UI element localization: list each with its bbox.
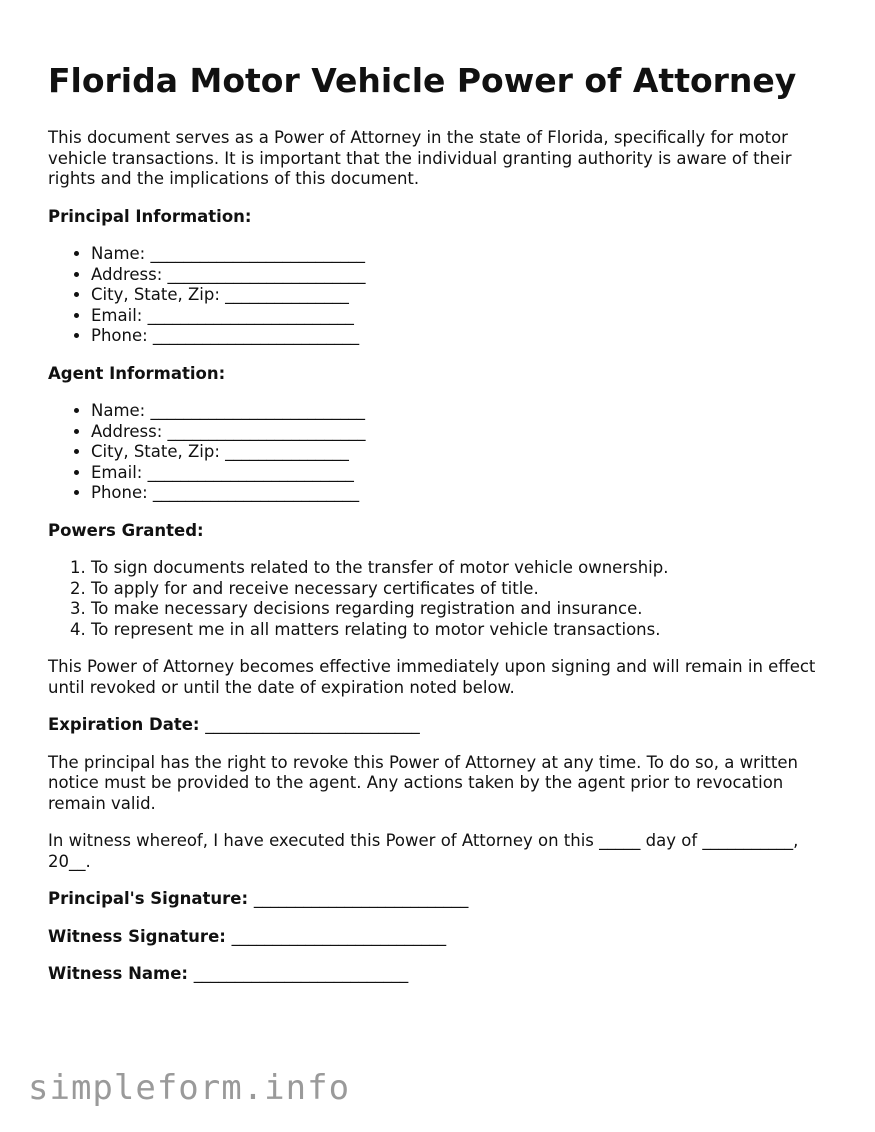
agent-phone-field: • Phone: _________________________ (91, 483, 838, 504)
principal-name-field: • Name: __________________________ (91, 244, 838, 265)
principal-fields-list (48, 244, 838, 347)
principal-signature-blank: __________________________ (253, 889, 469, 908)
witness-name-blank: __________________________ (193, 964, 409, 983)
document-title: Florida Motor Vehicle Power of Attorney (48, 61, 797, 100)
witness-paragraph: In witness whereof, I have executed this Power of Attorney on this _____ day of ___________, 20__. (48, 831, 799, 871)
principal-city-state-zip-field: • City, State, Zip: _______________ (91, 285, 838, 306)
principal-signature-label: Principal's Signature: (48, 889, 249, 908)
powers-heading: Powers Granted: (48, 520, 204, 540)
principal-phone-field: • Phone: _________________________ (91, 326, 838, 347)
witness-name-line (48, 964, 838, 985)
principal-email-field: • Email: _________________________ (91, 306, 838, 327)
witness-signature-blank: __________________________ (231, 926, 447, 946)
witness-name-label: Witness Name: (48, 964, 188, 983)
document-page (48, 60, 838, 1002)
power-item: 2. To apply for and receive necessary certificates of title. (91, 579, 838, 600)
principal-address-field: • Address: ________________________ (91, 265, 838, 286)
agent-fields-list (48, 401, 838, 504)
agent-heading: Agent Information: (48, 363, 226, 383)
agent-city-state-zip-field: • City, State, Zip: _______________ (91, 442, 838, 463)
effective-paragraph: This Power of Attorney becomes effective immediately upon signing and will remain in effect until revoked or until the date of expiration noted below. (48, 657, 816, 697)
revoke-paragraph: The principal has the right to revoke this Power of Attorney at any time. To do so, a written notice must be provided to the agent. Any actions taken by the agent prior to revocation remain valid. (48, 752, 798, 813)
principal-signature-line (48, 889, 838, 910)
witness-signature-line (48, 927, 838, 948)
powers-list (48, 558, 838, 640)
principal-heading: Principal Information: (48, 206, 252, 226)
agent-email-field: • Email: _________________________ (91, 463, 838, 484)
expiration-date-label: Expiration Date: (48, 715, 200, 734)
watermark-text: simpleform.info (28, 1068, 351, 1108)
power-item: 4. To represent me in all matters relating to motor vehicle transactions. (91, 620, 838, 641)
expiration-date-blank: __________________________ (205, 715, 420, 734)
agent-address-field: • Address: ________________________ (91, 422, 838, 443)
witness-signature-label: Witness Signature: (48, 926, 226, 946)
intro-paragraph: This document serves as a Power of Attorney in the state of Florida, specifically for motor vehicle transactions. It is important that the individual granting authority is aware of their rights and the implications of this document. (48, 128, 792, 188)
agent-name-field: • Name: __________________________ (91, 401, 838, 422)
power-item: 1. To sign documents related to the transfer of motor vehicle ownership. (91, 558, 838, 579)
power-item: 3. To make necessary decisions regarding registration and insurance. (91, 599, 838, 620)
expiration-date-line (48, 715, 838, 736)
